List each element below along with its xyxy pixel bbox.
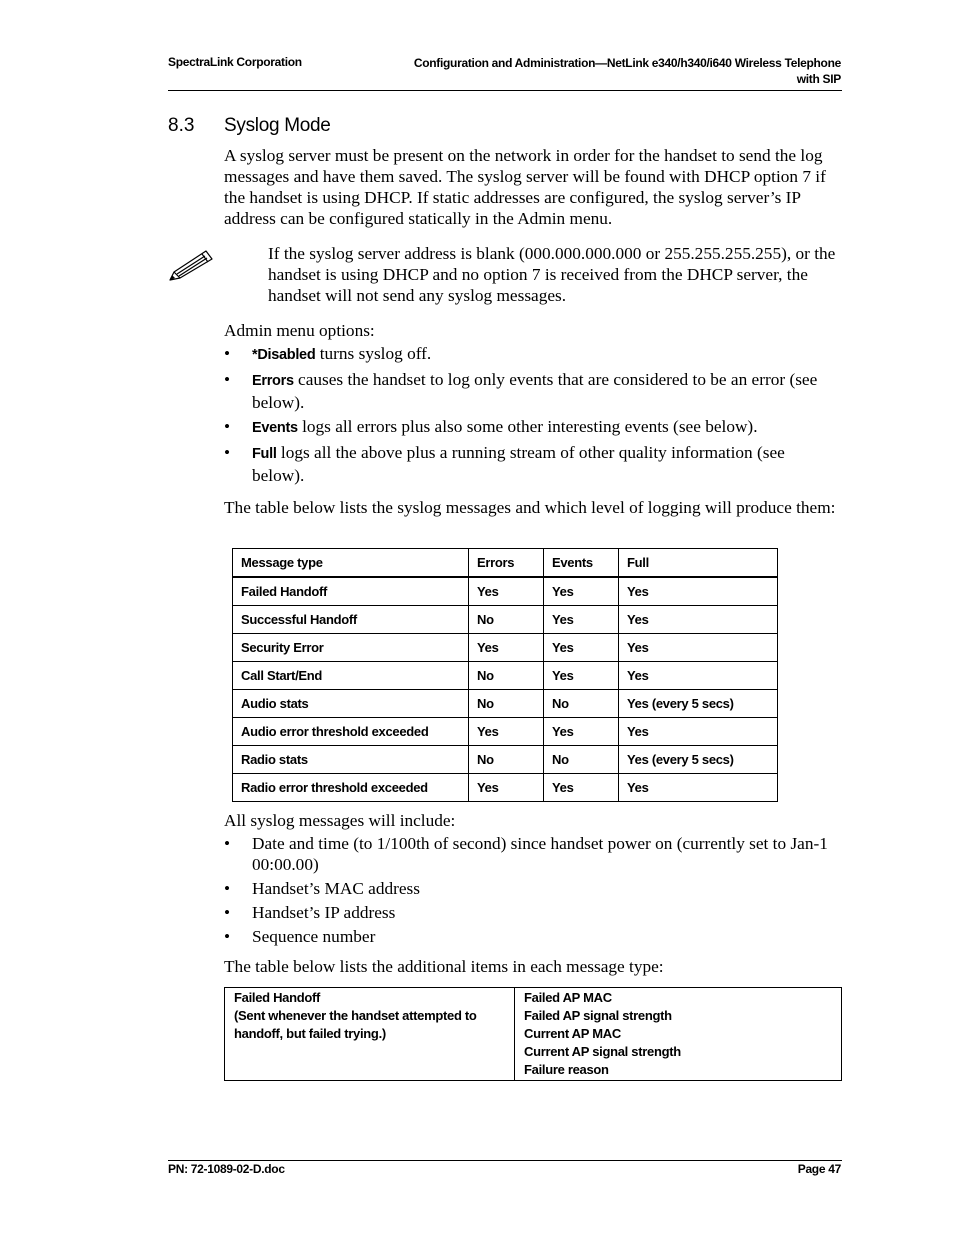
table-cell: Yes <box>469 577 544 606</box>
column-header: Events <box>544 549 619 578</box>
footer-page-number: Page 47 <box>797 1162 841 1176</box>
table-cell: Yes <box>544 634 619 662</box>
table-cell: Yes <box>619 577 778 606</box>
table-cell: No <box>469 606 544 634</box>
items-table-intro: The table below lists the additional items in each message type: <box>224 957 664 976</box>
option-description: logs all errors plus also some other interesting events (see below). <box>297 417 758 436</box>
admin-menu-list <box>224 343 834 489</box>
message-item: Failed AP MAC <box>524 990 612 1005</box>
column-header: Full <box>619 549 778 578</box>
table-cell: No <box>469 746 544 774</box>
bullet-icon: • <box>224 834 231 853</box>
message-item: Failure reason <box>524 1062 609 1077</box>
option-keyword: Full <box>252 446 277 462</box>
table-row <box>233 690 778 718</box>
table-cell: Yes <box>544 577 619 606</box>
header-company: SpectraLink Corporation <box>168 55 302 69</box>
table-row <box>233 606 778 634</box>
option-description: turns syslog off. <box>315 344 432 363</box>
option-keyword: *Disabled <box>252 347 316 363</box>
list-item <box>224 878 834 899</box>
bullet-icon: • <box>224 417 231 436</box>
header-title-line-2: with SIP <box>796 72 841 86</box>
table-cell: Yes <box>469 634 544 662</box>
table-cell: Radio stats <box>233 746 469 774</box>
message-items-cell <box>515 988 842 1081</box>
bullet-icon: • <box>224 370 231 389</box>
table-cell: Yes <box>544 718 619 746</box>
table-cell: Security Error <box>233 634 469 662</box>
footer-document-number: PN: 72-1089-02-D.doc <box>168 1162 285 1176</box>
pencil-icon <box>168 248 214 282</box>
header-document-title <box>414 55 841 87</box>
include-lead: All syslog messages will include: <box>224 811 456 830</box>
list-item <box>224 343 834 366</box>
table-cell: Yes <box>544 774 619 802</box>
bullet-icon: • <box>224 903 231 922</box>
list-item-text: Handset’s IP address <box>252 903 396 922</box>
table-intro: The table below lists the syslog messages and which level of logging will produce them: <box>224 498 836 517</box>
section-number: 8.3 <box>168 115 195 136</box>
bullet-icon: • <box>224 344 231 363</box>
table-cell: Audio stats <box>233 690 469 718</box>
list-item <box>224 902 834 923</box>
table-cell: Yes <box>619 718 778 746</box>
table-cell: Yes <box>619 774 778 802</box>
table-cell: Yes <box>619 662 778 690</box>
list-item-text: Handset’s MAC address <box>252 879 420 898</box>
list-item-text: Date and time (to 1/100th of second) since handset power on (currently set to Jan-1 00:00.00) <box>252 834 828 874</box>
table-cell: Failed Handoff <box>233 577 469 606</box>
note-text: If the syslog server address is blank (000.000.000.000 or 255.255.255.255), or the handset is using DHCP and no option 7 is received from the DHCP server, the handset will not send any syslog messages. <box>268 244 836 305</box>
option-keyword: Errors <box>252 373 294 389</box>
message-item: Failed AP signal strength <box>524 1008 672 1023</box>
bullet-icon: • <box>224 443 231 462</box>
table-row <box>233 718 778 746</box>
list-item-text: Sequence number <box>252 927 376 946</box>
intro-paragraph: A syslog server must be present on the network in order for the handset to send the log messages and have them saved. The syslog server will be found with DHCP option 7 if the handset is using DHCP. If static addresses are configured, the syslog server’s IP address can be configured statically in the Admin menu. <box>224 146 826 228</box>
message-type-cell <box>225 988 515 1081</box>
message-items-table <box>224 987 842 1081</box>
table-row <box>233 746 778 774</box>
column-header: Message type <box>233 549 469 578</box>
table-row <box>233 577 778 606</box>
option-description: logs all the above plus a running stream of other quality information (see below). <box>252 443 785 485</box>
table-cell: Radio error threshold exceeded <box>233 774 469 802</box>
table-cell: No <box>544 690 619 718</box>
footer-rule <box>168 1160 842 1161</box>
admin-menu-lead: Admin menu options: <box>224 321 375 340</box>
table-cell: Yes <box>544 662 619 690</box>
table-cell: Yes <box>619 634 778 662</box>
bullet-icon: • <box>224 927 231 946</box>
list-item <box>224 416 834 439</box>
list-item <box>224 442 834 486</box>
message-item: Current AP signal strength <box>524 1044 681 1059</box>
message-type-description: (Sent whenever the handset attempted to handoff, but failed trying.) <box>234 1008 477 1041</box>
column-header: Errors <box>469 549 544 578</box>
syslog-message-table <box>232 548 778 802</box>
list-item <box>224 926 834 947</box>
table-row <box>233 774 778 802</box>
table-cell: Yes <box>619 606 778 634</box>
table-cell: Call Start/End <box>233 662 469 690</box>
table-row <box>233 634 778 662</box>
header-title-line-1: Configuration and Administration—NetLink e340/h340/i640 Wireless Telephone <box>413 56 841 70</box>
table-cell: Yes (every 5 secs) <box>619 690 778 718</box>
option-keyword: Events <box>252 420 298 436</box>
table-cell: No <box>544 746 619 774</box>
table-cell: Yes <box>544 606 619 634</box>
table-header-row <box>233 549 778 578</box>
table-row <box>233 662 778 690</box>
table-cell: Yes (every 5 secs) <box>619 746 778 774</box>
message-type-title: Failed Handoff <box>234 990 321 1005</box>
table-cell: Successful Handoff <box>233 606 469 634</box>
message-item: Current AP MAC <box>524 1026 621 1041</box>
list-item <box>224 833 834 875</box>
header-rule <box>168 90 842 91</box>
table-cell: Yes <box>469 774 544 802</box>
table-cell: No <box>469 690 544 718</box>
include-list <box>224 833 834 950</box>
bullet-icon: • <box>224 879 231 898</box>
list-item <box>224 369 834 413</box>
table-cell: Yes <box>469 718 544 746</box>
table-cell: Audio error threshold exceeded <box>233 718 469 746</box>
table-cell: No <box>469 662 544 690</box>
option-description: causes the handset to log only events that are considered to be an error (see below). <box>252 370 818 412</box>
section-title: Syslog Mode <box>224 115 331 136</box>
table-row <box>225 988 842 1081</box>
